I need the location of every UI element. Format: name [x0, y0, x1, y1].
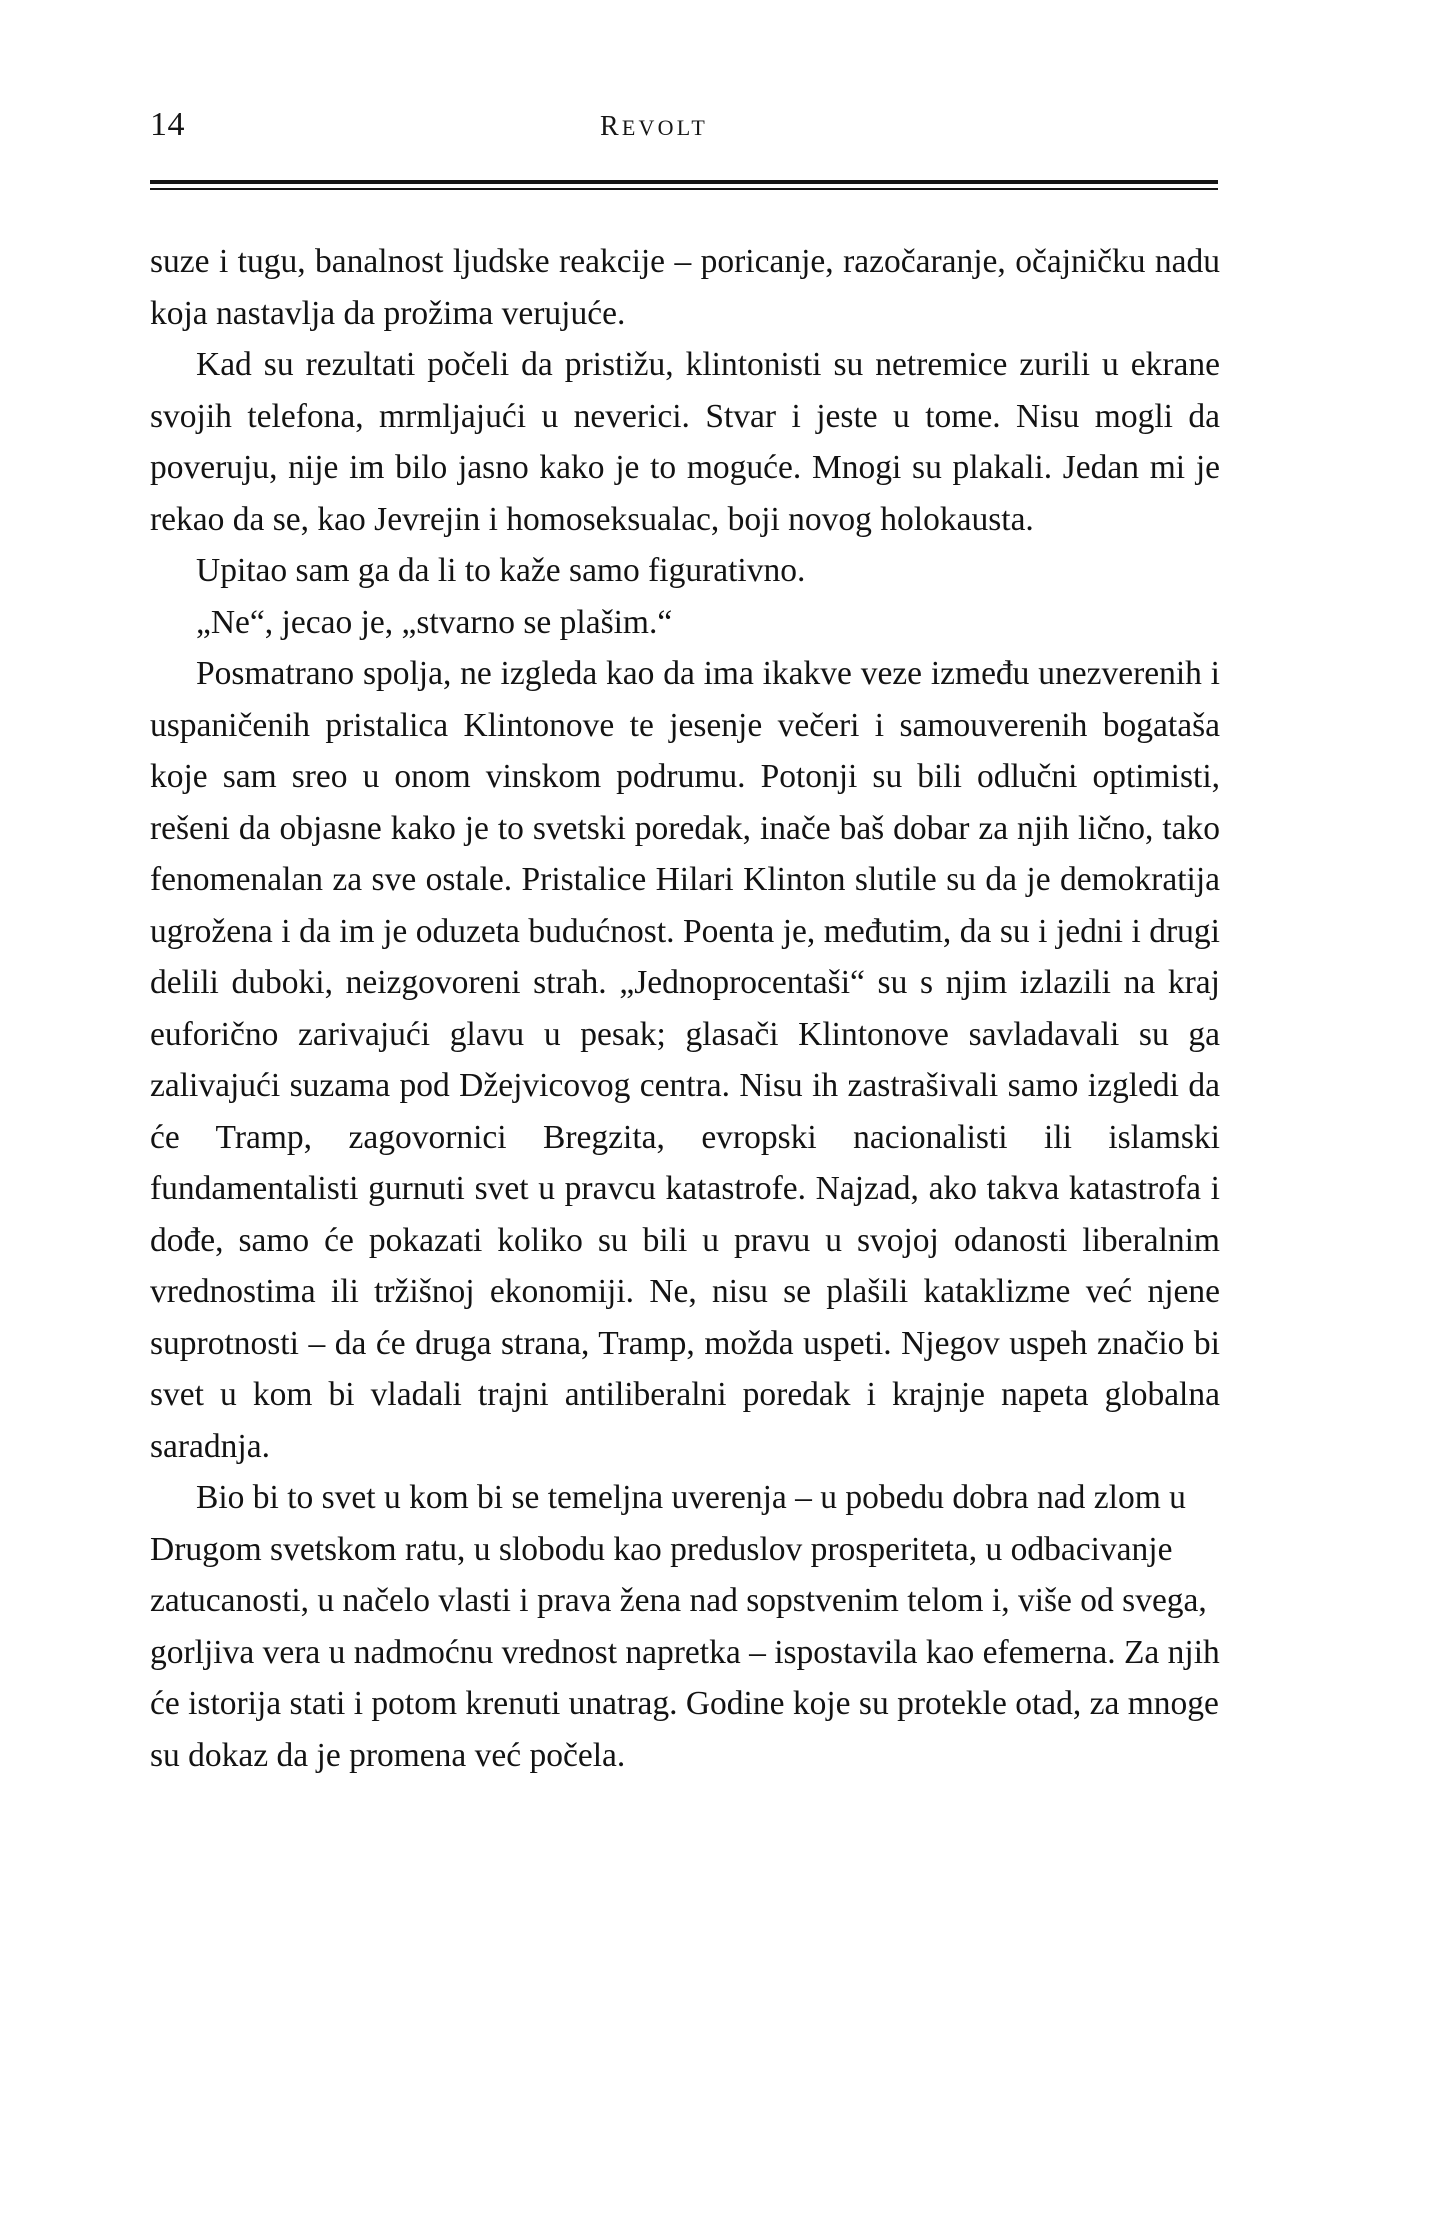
- running-head: [150, 108, 1220, 166]
- paragraph: Kad su rezultati počeli da pristižu, klintonisti su netremice zurili u ekrane svojih telefona, mrmljajući u neverici. Stvar i jeste u tome. Nisu mogli da poveruju, nije im bilo jasno kako je to moguće. Mnogi su plakali. Jedan mi je rekao da se, kao Jevrejin i homoseksualac, boji novog holokausta.: [150, 346, 1220, 538]
- running-title: [600, 113, 708, 141]
- running-title-rest: EVOLT: [621, 115, 708, 140]
- running-title-initial: R: [600, 111, 622, 142]
- paragraph: suze i tugu, banalnost ljudske reakcije – poricanje, razočaranje, očajničku nadu koja nastavlja da prožima verujuće.: [150, 243, 1220, 332]
- paragraph: Bio bi to svet u kom bi se temeljna uverenja – u pobedu dobra nad zlom u Drugom svetskom ratu, u slobodu kao preduslov prosperiteta, u odbacivanje zatucanosti, u načelo vlasti i prava žena nad sopstvenim telom i, više od svega, gorljiva vera u nadmoćnu vrednost napretka – ispostavila kao efemerna. Za njih će istorija stati i potom krenuti unatrag. Godine koje su protekle otad, za mnoge su dokaz da je promena već počela.: [150, 1479, 1220, 1774]
- header-rule: [150, 180, 1218, 190]
- paragraph: Upitao sam ga da li to kaže samo figurativno.: [196, 552, 806, 589]
- page-content: [150, 108, 1220, 1781]
- body-text: [150, 236, 1220, 1781]
- paragraph: „Ne“, jecao je, „stvarno se plašim.“: [196, 603, 673, 641]
- paragraph: Posmatrano spolja, ne izgleda kao da ima ikakve veze između unezverenih i uspaničenih pristalica Klintonove te jesenje večeri i samouverenih bogataša koje sam sreo u onom vinskom podrumu. Potonji su bili odlučni optimisti, rešeni da objasne kako je to svetski poredak, inače baš dobar za njih lično, tako fenomenalan za sve ostale. Pristalice Hilari Klinton slutile su da je demokratija ugrožena i da im je oduzeta budućnost. Poenta je, međutim, da su i jedni i drugi delili duboki, neizgovoreni strah. „Jednoprocentaši“ su s njim izlazili na kraj euforično zarivajući glavu u pesak; glasači Klintonove savladavali su ga zalivajući suzama pod Džejvicovog centra. Nisu ih zastrašivali samo izgledi da će Tramp, zagovornici Bregzita, evropski nacionalisti ili islamski fundamentalisti gurnuti svet u pravcu katastrofe. Najzad, ako takva katastrofa i dođe, samo će pokazati koliko su bili u pravu u svojoj odanosti liberalnim vrednostima ili tržišnoj ekonomiji. Ne, nisu se plašili kataklizme već njene suprotnosti – da će druga strana, Tramp, možda uspeti. Njegov uspeh značio bi svet u kom bi vladali trajni antiliberalni poredak i krajnje napeta globalna saradnja.: [150, 655, 1220, 1465]
- page-number: 14: [150, 106, 185, 143]
- header-rule-thin: [150, 188, 1218, 190]
